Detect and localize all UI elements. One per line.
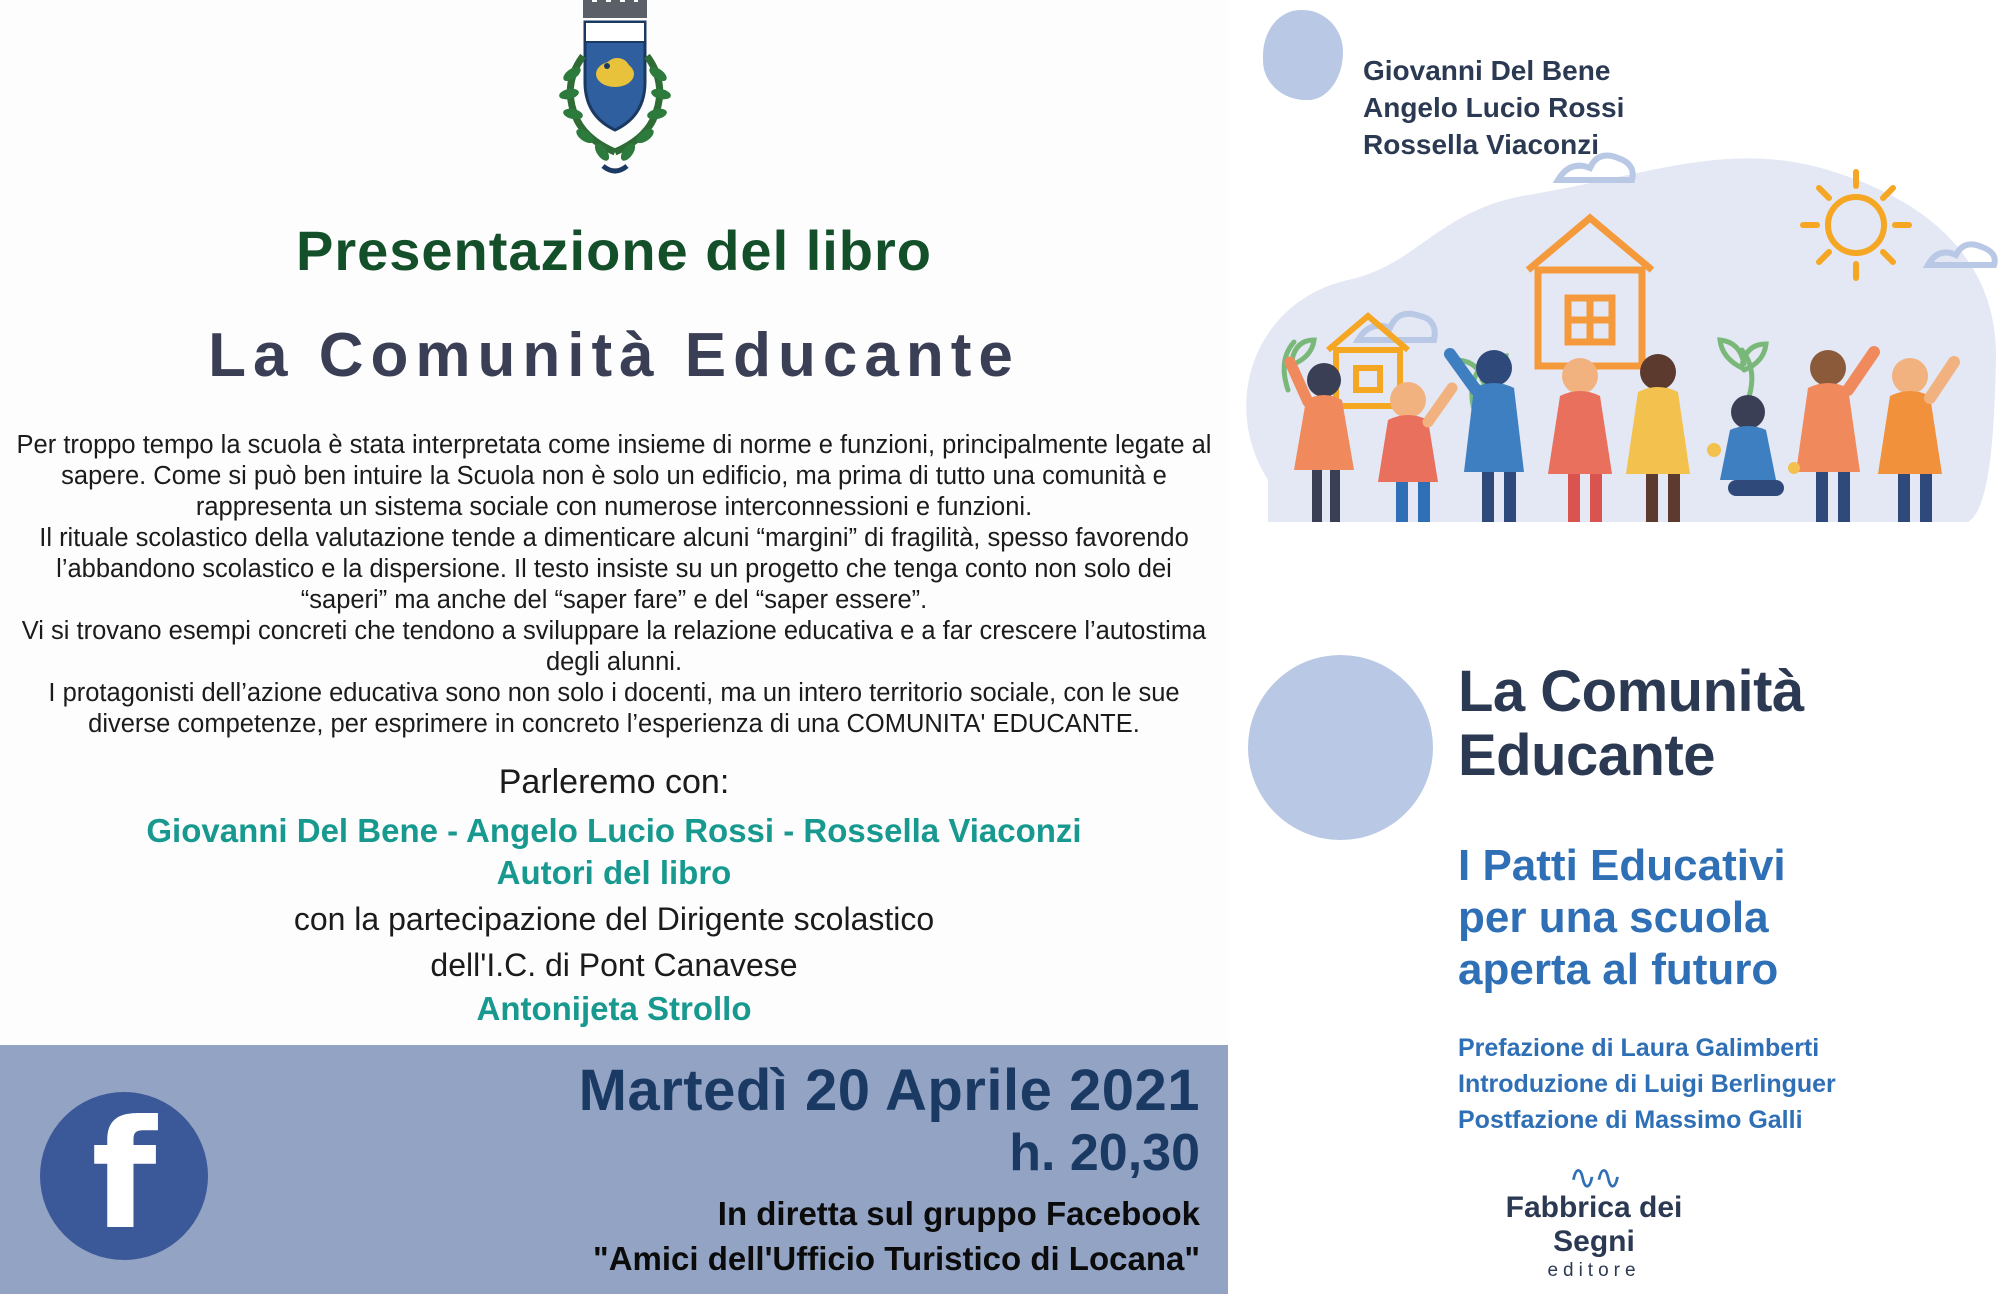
cover-credit-2: Introduzione di Luigi Berlinguer [1458,1070,1836,1098]
facebook-group-name: "Amici dell'Ufficio Turistico di Locana" [593,1240,1200,1277]
cover-credits [1458,1030,1836,1138]
dirigente-name: Antonijeta Strollo [476,990,752,1027]
cover-subtitle-line-2: per una scuola [1458,893,1769,942]
cover-author-2: Angelo Lucio Rossi [1363,92,1625,123]
coat-of-arms-icon [545,0,685,196]
facebook-icon: f [91,1089,157,1263]
publisher-type: editore [1547,1260,1641,1281]
cover-author-1: Giovanni Del Bene [1363,55,1611,86]
cover-subtitle-line-1: I Patti Educativi [1458,841,1786,890]
speakers-names: Giovanni Del Bene - Angelo Lucio Rossi - Rossella Viaconzi [146,812,1082,849]
cover-title-line-2: Educante [1458,723,1716,788]
description-paragraph-2: Il rituale scolastico della valutazione tende a dimenticare alcuni “margini” di fragilità, spesso favorendo l’abbandono scolastico e la dispersione. Il testo insiste su un progetto che tenga conto non solo dei “saperi” ma anche del “saper fare” e del “saper essere”. [39,524,1189,614]
cover-author-3: Rossella Viaconzi [1363,129,1600,160]
cover-credit-1: Prefazione di Laura Galimberti [1458,1034,1820,1062]
cover-subtitle [1458,840,1786,996]
poster-description [14,430,1214,740]
poster-footer-band [0,1045,1228,1294]
cover-subtitle-line-3: aperta al futuro [1458,945,1779,994]
participation-line-1: con la partecipazione del Dirigente scolastico [293,901,935,937]
speakers-intro: Parleremo con: [498,763,730,801]
publisher-logo [1464,1158,1724,1283]
poster-title: Presentazione del libro [295,219,933,282]
speakers-role: Autori del libro [496,854,732,891]
description-paragraph-3: Vi si trovano esempi concreti che tendono a sviluppare la relazione educativa e a far crescere l’autostima degli alunni. [21,617,1207,676]
publisher-mark-icon: ∿∿ [1568,1158,1620,1198]
decorative-blob-middle [1248,655,1433,840]
poster-book-title: La Comunità Educante [208,321,1020,390]
description-paragraph-4: I protagonisti dell’azione educativa sono non solo i docenti, ma un intero territorio sociale, con le sue diverse competenze, per esprimere in concreto l’esperienza di una COMUNITA' EDUCANTE. [48,679,1180,738]
speakers-block [0,760,1228,1030]
description-paragraph-1: Per troppo tempo la scuola è stata interpretata come insieme di norme e funzioni, principalmente legate al sapere. Come si può ben intuire la Scuola non è solo un edificio, ma prima di tutto una comunità e rappresenta un sistema sociale con numerose interconnessioni e funzioni. [16,431,1212,521]
cover-title-line-1: La Comunità [1458,659,1804,724]
live-stream-note: In diretta sul gruppo Facebook [717,1195,1200,1232]
decorative-blob-top [1263,10,1343,100]
publisher-name: Fabbrica dei Segni [1505,1191,1683,1258]
cover-credit-3: Postfazione di Massimo Galli [1458,1106,1803,1134]
cover-authors [1363,52,1624,163]
cover-title [1458,660,1804,788]
book-cover [1228,0,2000,1294]
event-time: h. 20,30 [1009,1124,1200,1182]
participation-line-2: dell'I.C. di Pont Canavese [430,947,798,983]
cover-illustration [1228,150,2000,640]
event-date: Martedì 20 Aprile 2021 [578,1058,1200,1123]
